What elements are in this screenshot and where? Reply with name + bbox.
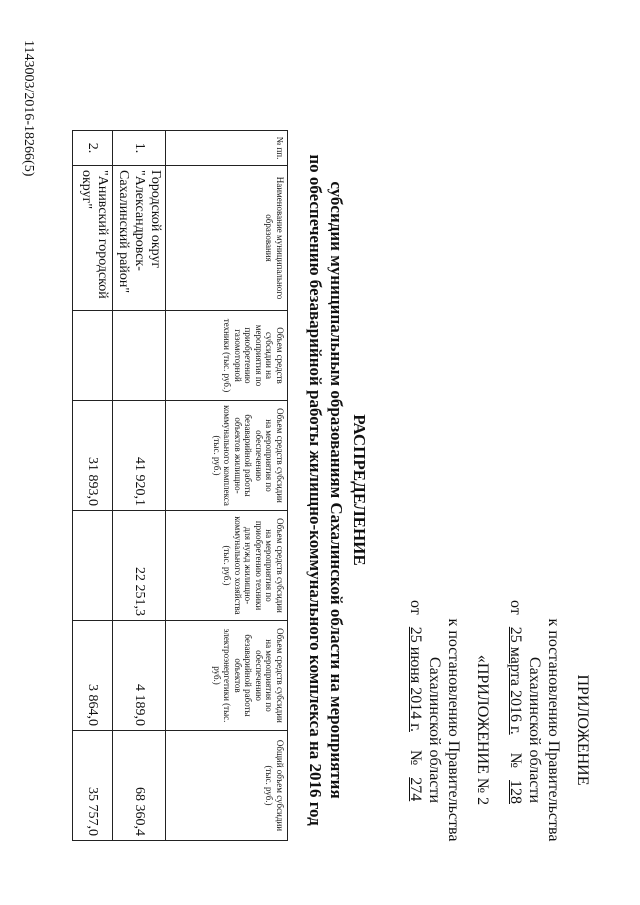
appendix-title: ПРИЛОЖЕНИЕ (574, 674, 591, 786)
appendix-date-row (506, 600, 525, 860)
appendix2-line2: Сахалинской области (426, 656, 443, 804)
heading-line1: субсидии муниципальным образованиям Сахалинской области на мероприятия (327, 181, 346, 799)
column-header: Объем средств субсидии на мероприятия по обеспечению безаварийной работы объектов жилищно-коммунального комплекса (тыс. руб.) (166, 401, 288, 511)
heading-title: РАСПРЕДЕЛЕНИЕ (350, 414, 369, 566)
document-heading (305, 140, 370, 840)
appendix-line2: Сахалинской области (526, 656, 543, 804)
footer-code: 1143003/2016-18266(5) (21, 40, 36, 177)
appendix2-block (406, 600, 492, 860)
municipality-name: "Анивский городской округ" (73, 166, 113, 311)
municipality-name: Городской округ "Александровск-Сахалинский район" (113, 166, 166, 311)
appendix2-date: 25 июня 2014 г. (407, 626, 424, 732)
table-row (113, 131, 166, 841)
row-number: 2. (73, 131, 113, 166)
column-header: Объем средств субсидии на мероприятия по приобретению техники для нужд жилищно-коммунального хозяйства (тыс. руб.) (166, 511, 288, 621)
row-number: 1. (113, 131, 166, 166)
table-row (73, 131, 113, 841)
column-header: Наименование муниципального образования (166, 166, 288, 311)
equipment-cell: 22 251,3 (113, 511, 166, 621)
appendix2-title: «ПРИЛОЖЕНИЕ № 2 (474, 654, 491, 806)
appendix-number: 128 (507, 780, 524, 804)
table-header-row (166, 131, 288, 841)
appendix2-line1: к постановлению Правительства (445, 618, 462, 842)
gas-vehicles-cell (113, 311, 166, 401)
power-objects-cell: 3 864,0 (73, 621, 113, 731)
column-header: Объем средств субсидии на мероприятия по приобретению газомоторной техники (тыс. руб.) (166, 311, 288, 401)
appendix-block (506, 600, 592, 860)
housing-objects-cell: 41 920,1 (113, 401, 166, 511)
appendix-number-sign: № (507, 752, 524, 768)
column-header: № пп. (166, 131, 288, 166)
power-objects-cell: 4 189,0 (113, 621, 166, 731)
appendix-date: 25 марта 2016 г. (507, 626, 524, 735)
gas-vehicles-cell (73, 311, 113, 401)
column-header: Объем средств субсидии на мероприятия по обеспечению безаварийной работы объектов электроэнергетики (тыс. руб.) (166, 621, 288, 731)
appendix2-date-row (406, 600, 425, 860)
appendix2-number-sign: № (407, 749, 424, 766)
appendix2-number: 274 (407, 777, 424, 802)
distribution-table (72, 130, 288, 841)
housing-objects-cell: 31 893,0 (73, 401, 113, 511)
appendix-line1: к постановлению Правительства (545, 618, 562, 842)
total-cell: 35 757,0 (73, 731, 113, 841)
appendix2-date-prefix: от (407, 600, 424, 615)
heading-line2: по обеспечению безаварийной работы жилищно-коммунального комплекса на 2016 год (306, 154, 325, 826)
equipment-cell (73, 511, 113, 621)
appendix-date-prefix: от (507, 600, 524, 615)
column-header: Общий объем субсидии (тыс. руб.) (166, 731, 288, 841)
total-cell: 68 360,4 (113, 731, 166, 841)
